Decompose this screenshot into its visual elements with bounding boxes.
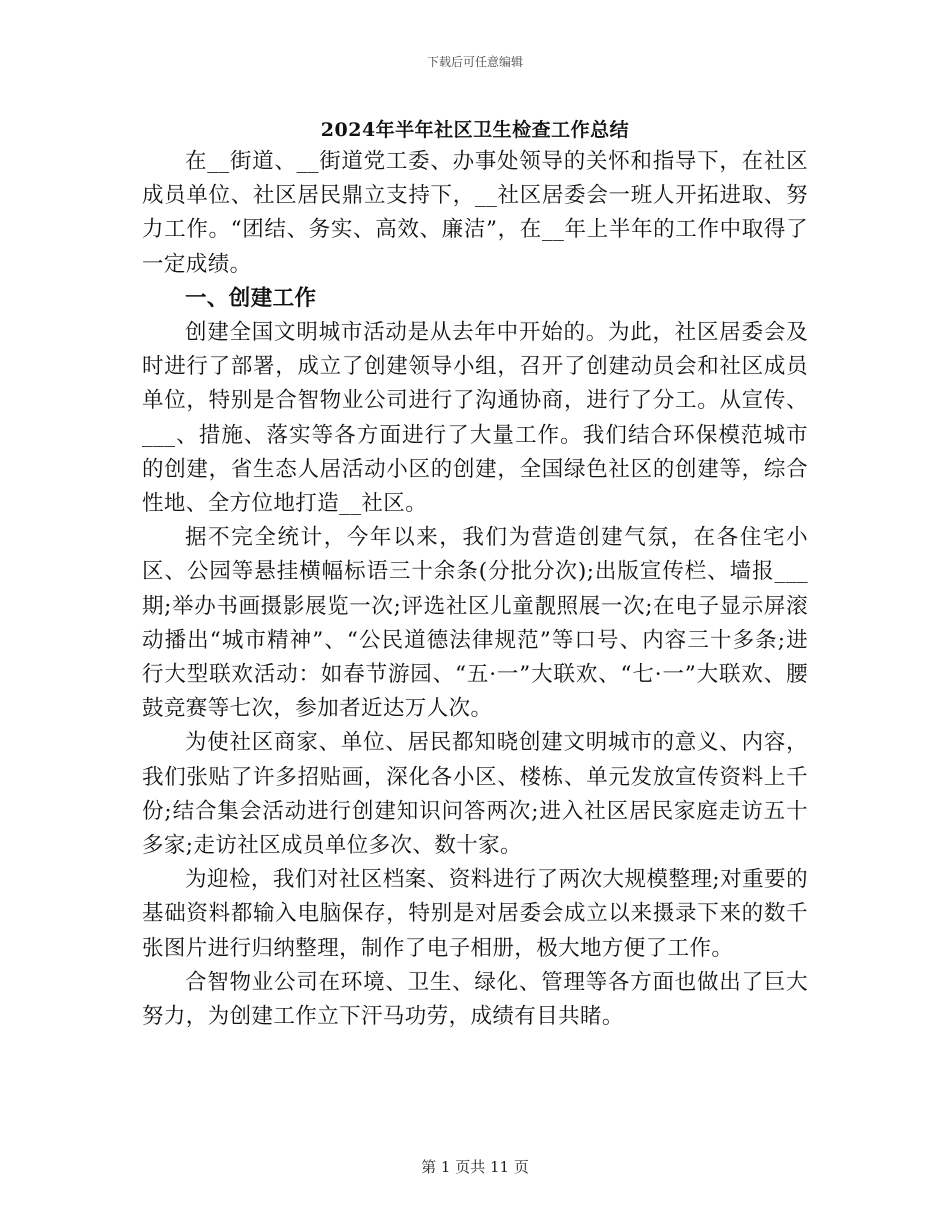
header-note: 下载后可任意编辑 — [426, 55, 523, 69]
page-indicator: 第 1 页共 11 页 — [421, 1158, 529, 1176]
intro-paragraph: 在__街道、__街道党工委、办事处领导的关怀和指导下，在社区成员单位、社区居民鼎立支持下，__社区居委会一班人开拓进取、努力工作。“团结、务实、高效、廉洁”，在__年上半年的工作中取得了一定成绩。 — [142, 149, 808, 277]
body-paragraph: 为使社区商家、单位、居民都知晓创建文明城市的意义、内容，我们张贴了许多招贴画，深化各小区、楼栋、单元发放宣传资料上千份;结合集会活动进行创建知识问答两次;进入社区居民家庭走访五十多家;走访社区成员单位多次、数十家。 — [142, 730, 808, 859]
body-paragraph: 据不完全统计，今年以来，我们为营造创建气氛，在各住宅小区、公园等悬挂横幅标语三十余条(分批分次);出版宣传栏、墙报___期;举办书画摄影展览一次;评选社区儿童靓照展一次;在电子显示屏滚动播出“城市精神”、“公民道德法律规范”等口号、内容三十多条;进行大型联欢活动：如春节游园、“五·一”大联欢、“七·一”大联欢、腰鼓竞赛等七次，参加者近达万人次。 — [142, 525, 808, 722]
section-heading: 一、创建工作 — [185, 285, 317, 311]
body-paragraph: 创建全国文明城市活动是从去年中开始的。为此，社区居委会及时进行了部署，成立了创建领导小组，召开了创建动员会和社区成员单位，特别是合智物业公司进行了沟通协商，进行了分工。从宣传、___、措施、落实等各方面进行了大量工作。我们结合环保模范城市的创建，省生态人居活动小区的创建，全国绿色社区的创建等，综合性地、全方位地打造__社区。 — [142, 320, 808, 517]
document-body — [142, 145, 808, 1034]
body-paragraph: 为迎检，我们对社区档案、资料进行了两次大规模整理;对重要的基础资料都输入电脑保存，特别是对居委会成立以来摄录下来的数千张图片进行归纳整理，制作了电子相册，极大地方便了工作。 — [142, 867, 808, 961]
document-title: 2024年半年社区卫生检查工作总结 — [320, 119, 630, 141]
body-paragraph: 合智物业公司在环境、卫生、绿化、管理等各方面也做出了巨大努力，为创建工作立下汗马功劳，成绩有目共睹。 — [142, 969, 808, 1030]
